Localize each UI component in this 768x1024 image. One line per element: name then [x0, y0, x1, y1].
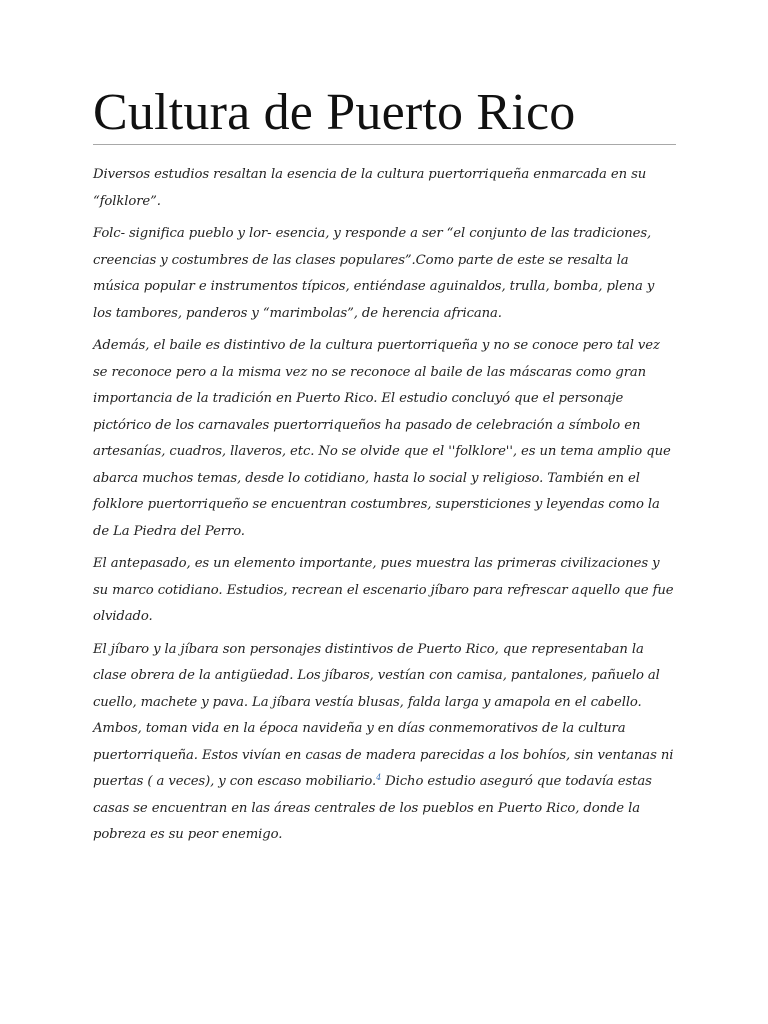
page-title: Cultura de Puerto Rico — [93, 84, 576, 141]
footnote-reference[interactable]: 4 — [376, 773, 382, 782]
paragraph-jibaro-text-before: El jíbaro y la jíbara son personajes distintivos de Puerto Rico, que representaban la clase obrera de la antigüedad. Los jíbaros, vestían con camisa, pantalones, pañuelo al cuello, machete y pava. La jíbara vestía blusas, falda larga y amapola en el cabello. Ambos, toman vida en la época navideña y en días conmemorativos de la cultura puertorriqueña. Estos vivían en casas de madera parecidas a los bohíos, sin ventanas ni puertas ( a veces), y con escaso mobiliario. — [93, 641, 674, 789]
paragraph-folklore-definition: Folc- significa pueblo y lor- esencia, y responde a ser “el conjunto de las tradiciones, creencias y costumbres de las clases populares”.Como parte de este se resalta la música popular e instrumentos típicos, entiéndase aguinaldos, trulla, bomba, plena y los tambores, panderos y “marimbolas”, de herencia africana. — [93, 226, 655, 321]
paragraph-baile-mascaras: Además, el baile es distintivo de la cultura puertorriqueña y no se conoce pero tal vez se reconoce pero a la misma vez no se reconoce al baile de las máscaras como gran importancia de la tradición en Puerto Rico. El estudio concluyó que el personaje pictórico de los carnavales puertorriqueños ha pasado de celebración a símbolo en artesanías, cuadros, llaveros, etc. No se olvide que el ''folklore'', es un tema amplio que abarca muchos temas, desde lo cotidiano, hasta lo social y religioso. También en el folklore puertorriqueño se encuentran costumbres, supersticiones y leyendas como la de La Piedra del Perro. — [93, 338, 671, 539]
title-divider — [93, 144, 676, 145]
document-page — [93, 82, 676, 855]
paragraph-jibaro-text-after: Dicho estudio aseguró que todavía estas casas se encuentran en las áreas centrales de los pueblos en Puerto Rico, donde la pobreza es su peor enemigo. — [93, 774, 652, 842]
paragraph-intro: Diversos estudios resaltan la esencia de la cultura puertorriqueña enmarcada en su “folklore”. — [93, 167, 647, 209]
paragraph-jibaro — [93, 637, 676, 849]
paragraph-antepasado: El antepasado, es un elemento importante, pues muestra las primeras civilizaciones y su marco cotidiano. Estudios, recrean el escenario jíbaro para refrescar aquello que fue olvidado. — [93, 556, 674, 624]
